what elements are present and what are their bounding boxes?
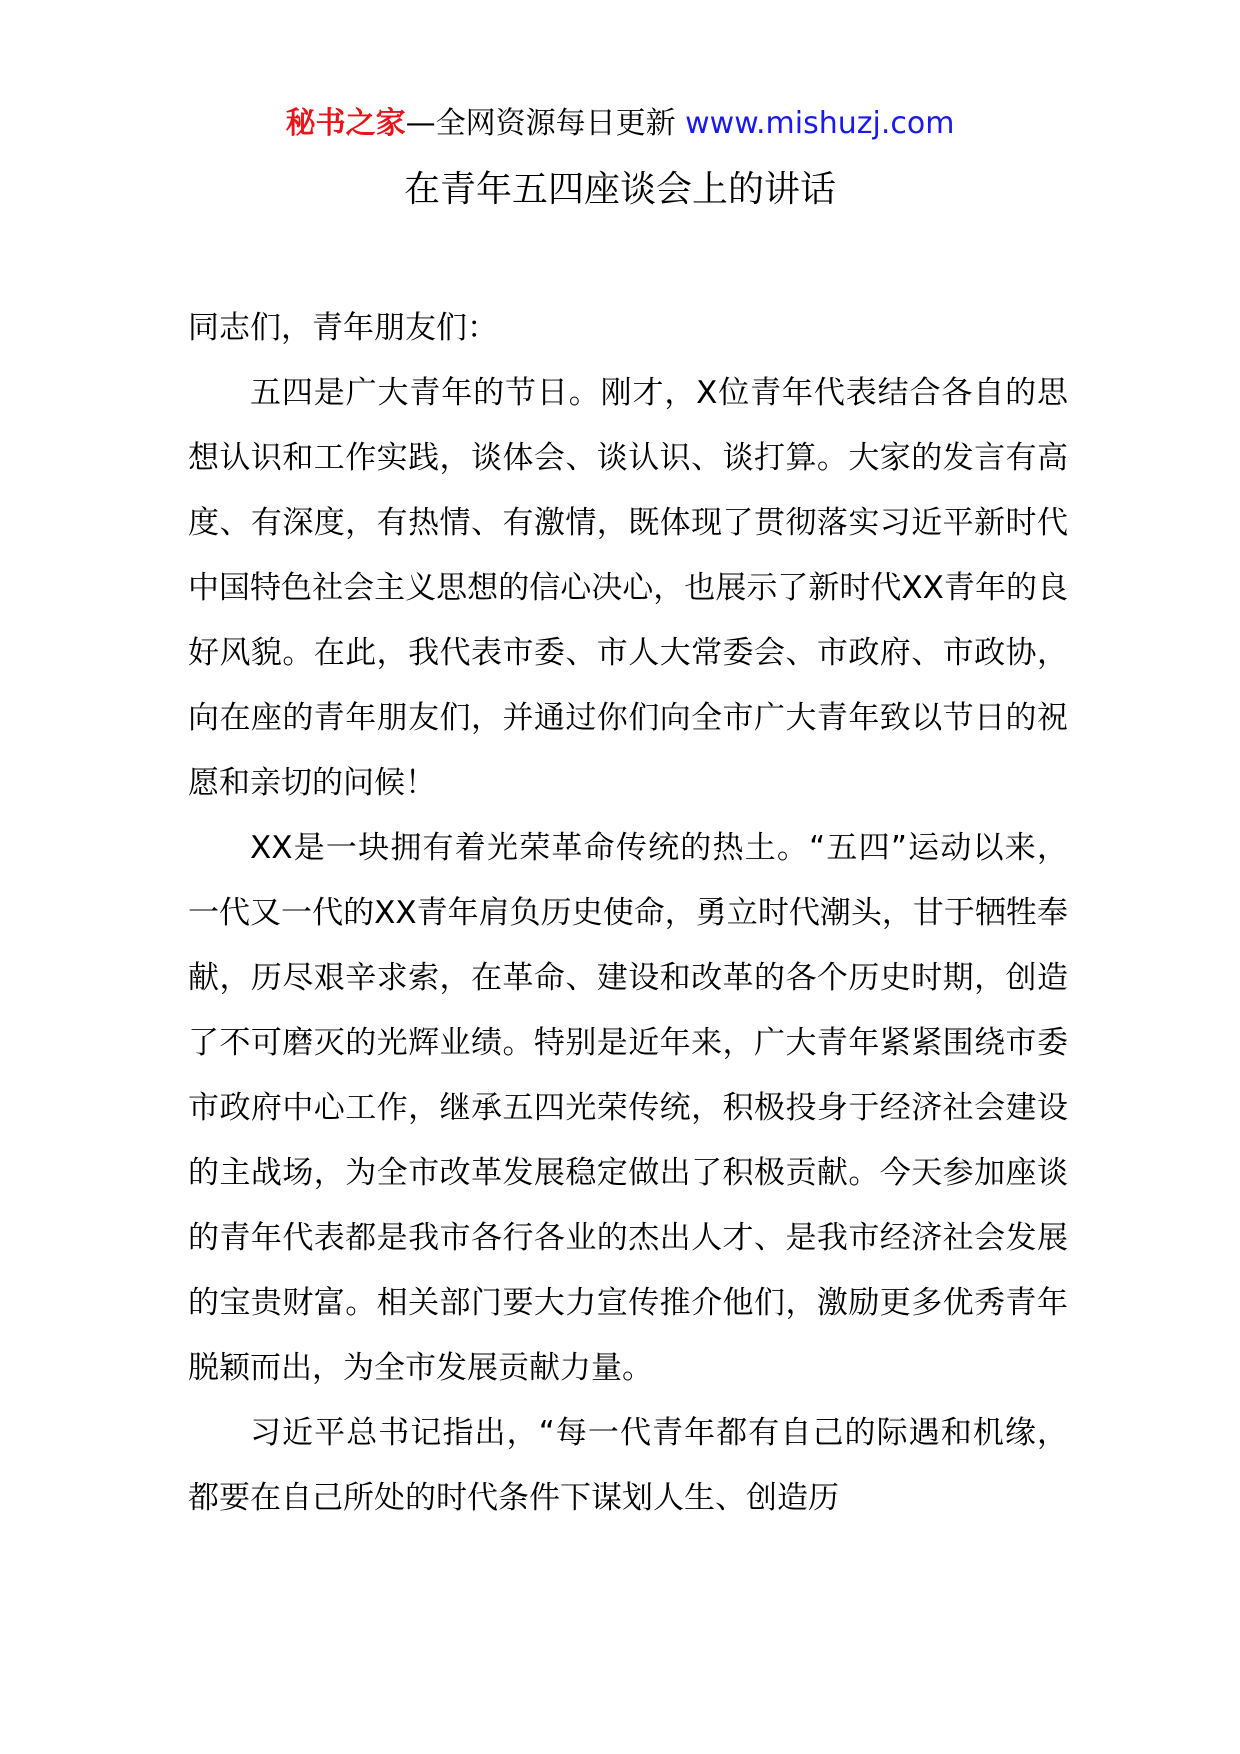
site-header xyxy=(0,100,1240,148)
paragraph-1: 五四是广大青年的节日。刚才，X位青年代表结合各自的思想认识和工作实践，谈体会、谈认识、谈打算。大家的发言有高度、有深度，有热情、有激情，既体现了贯彻落实习近平新时代中国特色社会主义思想的信心决心，也展示了新时代XX青年的良好风貌。在此，我代表市委、市人大常委会、市政府、市政协，向在座的青年朋友们，并通过你们向全市广大青年致以节日的祝愿和亲切的问候！ xyxy=(188,375,1068,801)
document-body xyxy=(188,296,1068,1531)
site-url-link[interactable]: www.mishuzj.com xyxy=(685,106,955,141)
site-brand: 秘书之家 xyxy=(285,106,406,141)
document-title: 在青年五四座谈会上的讲话 xyxy=(403,169,836,210)
site-tagline: —全网资源每日更新 xyxy=(405,106,686,141)
paragraph-2: XX是一块拥有着光荣革命传统的热土。“五四”运动以来，一代又一代的XX青年肩负历史使命，勇立时代潮头，甘于牺牲奉献，历尽艰辛求索，在革命、建设和改革的各个历史时期，创造了不可磨灭的光辉业绩。特别是近年来，广大青年紧紧围绕市委市政府中心工作，继承五四光荣传统，积极投身于经济社会建设的主战场，为全市改革发展稳定做出了积极贡献。今天参加座谈的青年代表都是我市各行各业的杰出人才、是我市经济社会发展的宝贵财富。相关部门要大力宣传推介他们，激励更多优秀青年脱颖而出，为全市发展贡献力量。 xyxy=(188,830,1068,1386)
salutation: 同志们，青年朋友们： xyxy=(188,310,498,346)
paragraph-3: 习近平总书记指出，“每一代青年都有自己的际遇和机缘，都要在自己所处的时代条件下谋划人生、创造历 xyxy=(188,1415,1068,1516)
